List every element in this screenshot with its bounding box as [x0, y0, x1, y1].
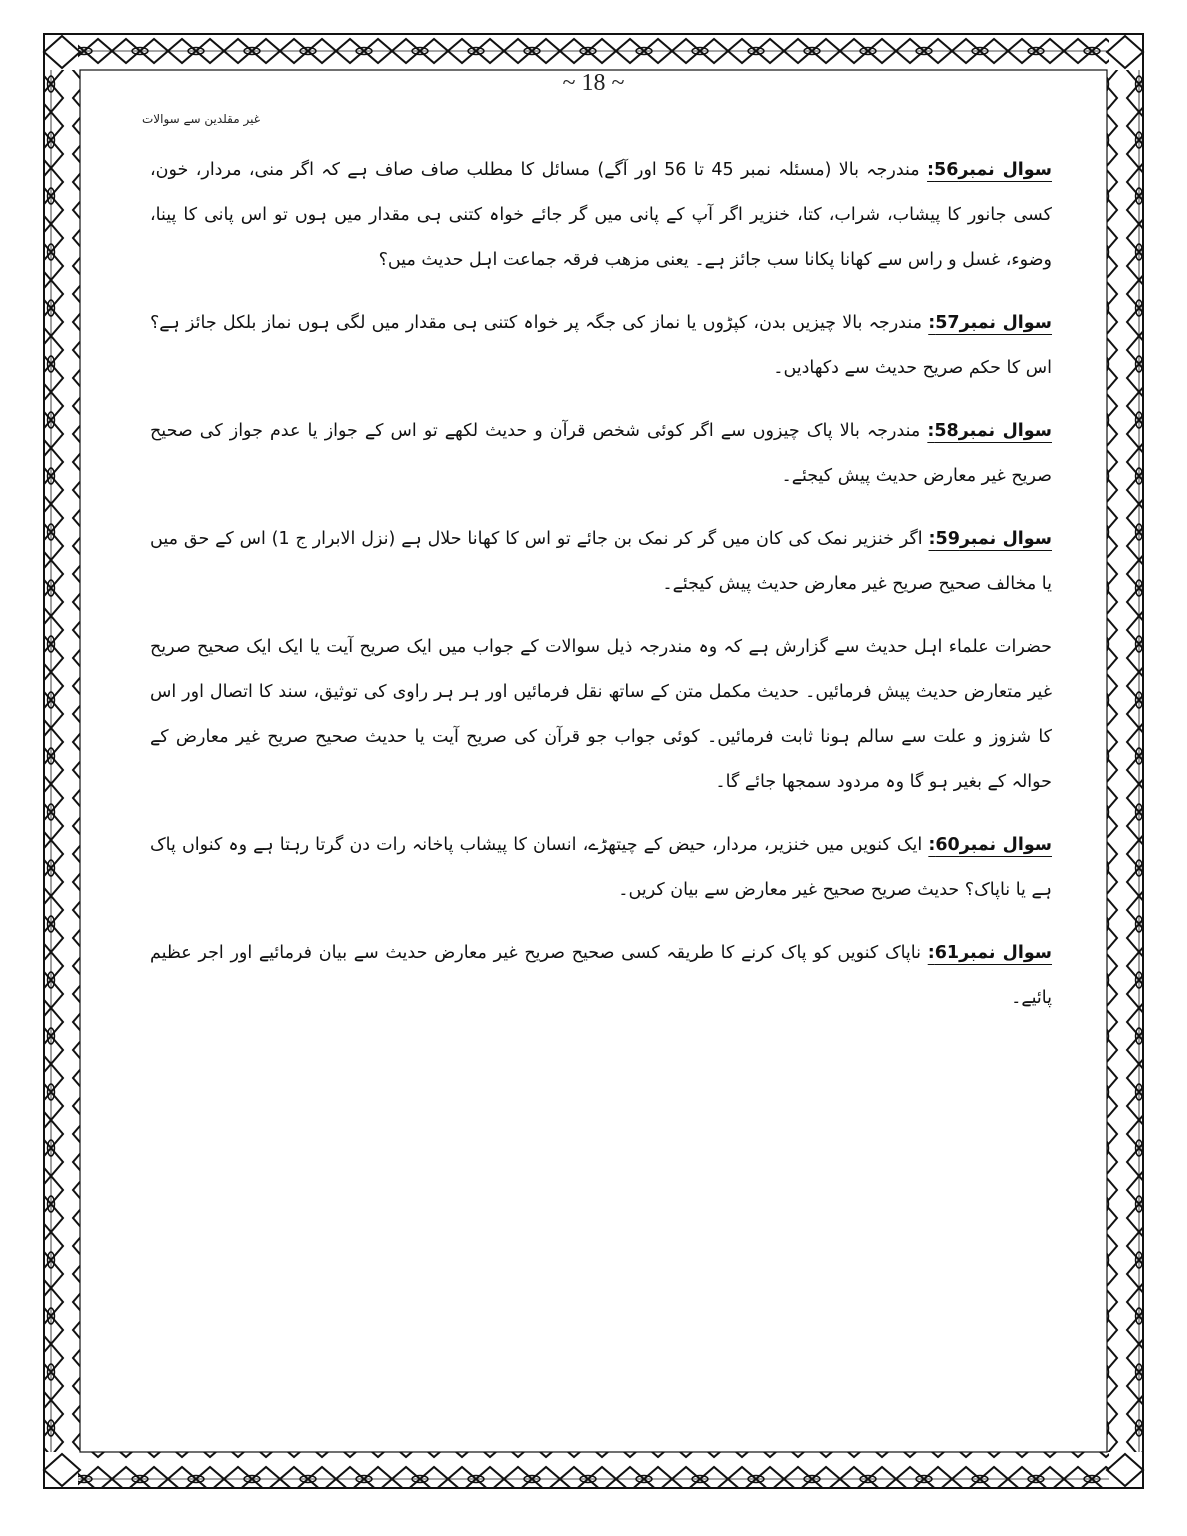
appeal-paragraph: حضرات علماء اہل حدیث سے گزارش ہے کہ وہ مندرجہ ذیل سوالات کے جواب میں ایک صریح آیت یا ایک ایک صحیح صریح غیر متعارض حدیث پیش فرمائیں۔ حدیث مکمل متن کے ساتھ نقل فرمائیں اور ہر ہر راوی کی توثیق، سند کا اتصال اور اس کا شزوز و علت سے سالم ہونا ثابت فرمائیں۔ کوئی جواب جو قرآن کی صریح آیت یا حدیث صحیح صریح غیر معارض کے حوالہ کے بغیر ہو گا وہ مردود سمجھا جائے گا۔: [150, 637, 1052, 792]
question-60: [150, 823, 1052, 913]
question-57-text: مندرجہ بالا چیزیں بدن، کپڑوں یا نماز کی جگہ پر خواہ کتنی ہی مقدار میں لگی ہوں نماز بلکل جائز ہے؟ اس کا حکم صریح حدیث سے دکھادیں۔: [150, 313, 1052, 378]
border-left: [44, 70, 80, 1452]
page-number: ~ 18 ~: [562, 70, 625, 96]
question-59-text: اگر خنزیر نمک کی کان میں گر کر نمک بن جائے تو اس کا کھانا حلال ہے (نزل الابرار ج 1) اس کے حق میں یا مخالف صحیح صریح غیر معارض حدیث پیش کیجئے۔: [150, 529, 1052, 594]
corner-ornament-br: [1107, 1454, 1143, 1486]
question-60-text: ایک کنویں میں خنزیر، مردار، حیض کے چیتھڑے، انسان کا پیشاب پاخانہ رات دن گرتا رہتا ہے وہ کنواں پاک ہے یا ناپاک؟ حدیث صریح صحیح غیر معارض سے بیان کریں۔: [150, 835, 1052, 900]
corner-ornament-bl: [44, 1454, 80, 1486]
border-right: [1107, 70, 1143, 1452]
question-58-text: مندرجہ بالا پاک چیزوں سے اگر کوئی شخص قرآن و حدیث لکھے تو اس کے جواز یا عدم جواز کی صحیح صریح غیر معارض حدیث پیش کیجئے۔: [150, 421, 1052, 486]
question-59: [150, 517, 1052, 607]
question-61: [150, 931, 1052, 1021]
question-57: [150, 301, 1052, 391]
corner-ornament-tl: [44, 36, 80, 68]
question-57-label: سوال نمبر57:: [928, 313, 1052, 333]
question-61-label: سوال نمبر61:: [927, 943, 1052, 963]
question-56-label: سوال نمبر56:: [927, 160, 1052, 180]
corner-ornament-tr: [1107, 36, 1143, 68]
page-content: [150, 148, 1052, 1039]
question-59-label: سوال نمبر59:: [928, 529, 1052, 549]
question-56: [150, 148, 1052, 283]
border-top: [78, 34, 1109, 70]
question-58: [150, 409, 1052, 499]
border-bottom: [78, 1452, 1109, 1488]
question-58-label: سوال نمبر58:: [927, 421, 1052, 441]
question-61-text: ناپاک کنویں کو پاک کرنے کا طریقہ کسی صحیح صریح غیر معارض حدیث سے بیان فرمائیے اور اجر عظیم پائیے۔: [150, 943, 1052, 1008]
question-56-text: مندرجہ بالا (مسئلہ نمبر 45 تا 56 اور آگے) مسائل کا مطلب صاف صاف ہے کہ اگر منی، مردار، خون، کسی جانور کا پیشاب، شراب، کتا، خنزیر اگر آپ کے پانی میں گر جائے خواہ کتنی ہی مقدار میں ہوں تو اس پانی کا پینا، وضوء، غسل و راس سے کھانا پکانا سب جائز ہے۔ یعنی مزھب فرقہ جماعت اہل حدیث میں؟: [150, 160, 1052, 270]
running-header: غیر مقلدین سے سوالات: [141, 112, 260, 126]
question-60-label: سوال نمبر60:: [928, 835, 1052, 855]
